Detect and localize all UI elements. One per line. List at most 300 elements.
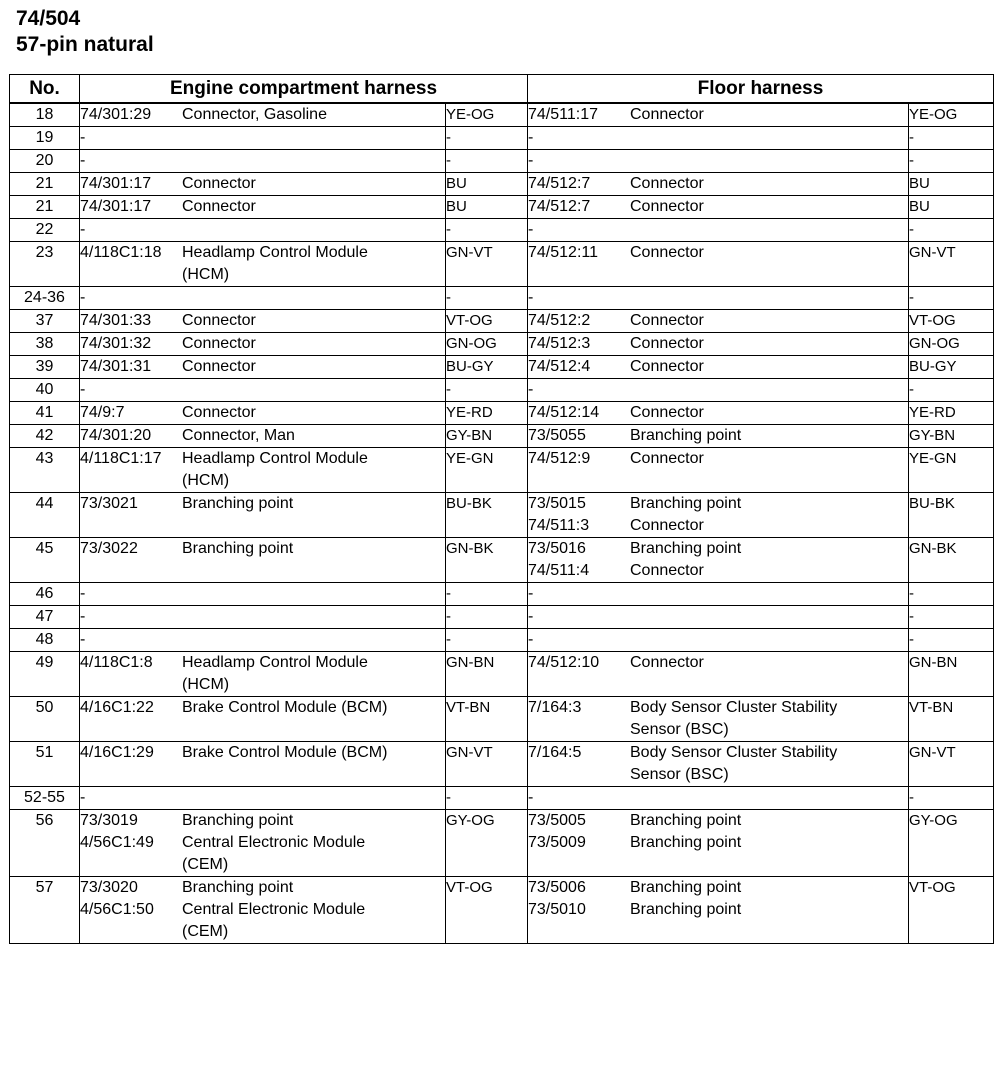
floor-connector-id: 74/511:3	[528, 517, 590, 534]
engine-harness-cell	[80, 697, 446, 742]
floor-entry-line	[528, 697, 908, 719]
engine-entry-line	[80, 899, 445, 921]
table-row	[10, 173, 994, 196]
floor-entry-line	[528, 310, 908, 332]
floor-connector-id: -	[528, 221, 534, 238]
engine-wire-color: GY-OG	[446, 810, 528, 877]
engine-description: Branching point	[182, 879, 294, 896]
floor-harness-cell	[528, 173, 909, 196]
floor-connector-id: 74/512:3	[528, 335, 591, 352]
floor-entry-line	[528, 379, 908, 401]
floor-description: Connector	[630, 244, 704, 261]
table-body	[10, 103, 994, 944]
engine-wire-color: GY-BN	[446, 425, 528, 448]
table-row	[10, 219, 994, 242]
floor-wire-color: VT-OG	[909, 310, 994, 333]
floor-harness-cell	[528, 742, 909, 787]
floor-entry-line	[528, 127, 908, 149]
floor-harness-cell	[528, 287, 909, 310]
engine-connector-id: -	[80, 221, 86, 238]
pin-number: 21	[10, 196, 80, 219]
table-row	[10, 538, 994, 583]
floor-harness-cell	[528, 150, 909, 173]
engine-entry-line	[80, 379, 445, 401]
floor-harness-cell	[528, 652, 909, 697]
floor-connector-id: 74/512:2	[528, 312, 591, 329]
pin-number: 45	[10, 538, 80, 583]
pin-number: 18	[10, 103, 80, 127]
floor-wire-color: -	[909, 127, 994, 150]
engine-harness-cell	[80, 196, 446, 219]
floor-connector-id: 73/5015	[528, 495, 586, 512]
engine-description: (CEM)	[182, 856, 229, 873]
table-row	[10, 310, 994, 333]
engine-entry-line	[80, 264, 445, 286]
engine-entry-line	[80, 104, 445, 126]
floor-wire-color: VT-BN	[909, 697, 994, 742]
engine-description: Central Electronic Module	[182, 901, 366, 918]
engine-entry-line	[80, 333, 445, 355]
engine-connector-id: 73/3020	[80, 879, 138, 896]
pin-table	[9, 74, 994, 944]
engine-wire-color: -	[446, 787, 528, 810]
floor-harness-cell	[528, 877, 909, 944]
floor-harness-cell	[528, 810, 909, 877]
engine-connector-id	[80, 470, 182, 492]
floor-connector-id: 73/5005	[528, 812, 586, 829]
engine-harness-cell	[80, 356, 446, 379]
table-row	[10, 493, 994, 538]
floor-wire-color: YE-RD	[909, 402, 994, 425]
engine-entry-line	[80, 356, 445, 378]
floor-harness-cell	[528, 356, 909, 379]
engine-harness-cell	[80, 787, 446, 810]
engine-description: Brake Control Module (BCM)	[182, 699, 388, 716]
engine-wire-color: -	[446, 150, 528, 173]
floor-connector-id: 74/511:4	[528, 562, 590, 579]
floor-connector-id: -	[528, 381, 534, 398]
engine-harness-cell	[80, 448, 446, 493]
floor-connector-id	[528, 719, 630, 741]
floor-entry-line	[528, 242, 908, 264]
engine-entry-line	[80, 493, 445, 515]
engine-harness-cell	[80, 219, 446, 242]
header-block	[16, 6, 154, 58]
table-row	[10, 356, 994, 379]
engine-entry-line	[80, 832, 445, 854]
pin-number: 56	[10, 810, 80, 877]
pin-number: 40	[10, 379, 80, 402]
floor-connector-id: 74/512:4	[528, 358, 591, 375]
engine-connector-id: 74/301:33	[80, 312, 152, 329]
floor-connector-id: 74/512:7	[528, 175, 591, 192]
engine-wire-color: BU	[446, 173, 528, 196]
engine-entry-line	[80, 674, 445, 696]
engine-wire-color: GN-OG	[446, 333, 528, 356]
engine-harness-cell	[80, 493, 446, 538]
engine-wire-color: BU-GY	[446, 356, 528, 379]
floor-harness-cell	[528, 127, 909, 150]
engine-entry-line	[80, 629, 445, 651]
engine-harness-cell	[80, 629, 446, 652]
table-row	[10, 448, 994, 493]
engine-entry-line	[80, 425, 445, 447]
floor-entry-line	[528, 333, 908, 355]
table-row	[10, 629, 994, 652]
engine-connector-id: 74/301:32	[80, 335, 152, 352]
engine-description: (HCM)	[182, 676, 230, 693]
engine-description: Connector	[182, 198, 256, 215]
engine-description: Connector	[182, 404, 256, 421]
engine-description: Central Electronic Module	[182, 834, 366, 851]
floor-harness-cell	[528, 310, 909, 333]
engine-wire-color: -	[446, 629, 528, 652]
pin-number: 51	[10, 742, 80, 787]
floor-description: Body Sensor Cluster Stability	[630, 744, 838, 761]
engine-connector-id: 4/16C1:29	[80, 744, 154, 761]
engine-connector-id: -	[80, 381, 86, 398]
pin-number: 44	[10, 493, 80, 538]
floor-harness-cell	[528, 697, 909, 742]
floor-harness-cell	[528, 629, 909, 652]
engine-wire-color: YE-GN	[446, 448, 528, 493]
engine-harness-cell	[80, 425, 446, 448]
floor-entry-line	[528, 448, 908, 470]
floor-description: Branching point	[630, 901, 742, 918]
table-row	[10, 127, 994, 150]
engine-connector-id	[80, 854, 182, 876]
floor-entry-line	[528, 493, 908, 515]
table-header-row	[10, 75, 994, 104]
floor-description: Branching point	[630, 427, 742, 444]
pin-number: 19	[10, 127, 80, 150]
engine-connector-id	[80, 674, 182, 696]
pin-number: 41	[10, 402, 80, 425]
document-subtitle: 57-pin natural	[16, 33, 154, 56]
floor-connector-id: 74/512:7	[528, 198, 591, 215]
engine-harness-cell	[80, 103, 446, 127]
pin-number: 39	[10, 356, 80, 379]
floor-entry-line	[528, 538, 908, 560]
floor-harness-cell	[528, 242, 909, 287]
engine-description: (CEM)	[182, 923, 229, 940]
floor-description: Connector	[630, 654, 704, 671]
engine-description: Connector, Gasoline	[182, 106, 327, 123]
engine-wire-color: GN-BN	[446, 652, 528, 697]
table-row	[10, 287, 994, 310]
floor-wire-color: GN-OG	[909, 333, 994, 356]
floor-description: Branching point	[630, 812, 742, 829]
engine-connector-id	[80, 921, 182, 943]
engine-entry-line	[80, 196, 445, 218]
floor-wire-color: -	[909, 629, 994, 652]
floor-connector-id: -	[528, 152, 534, 169]
engine-entry-line	[80, 697, 445, 719]
floor-wire-color: GN-VT	[909, 742, 994, 787]
floor-harness-cell	[528, 583, 909, 606]
engine-entry-line	[80, 810, 445, 832]
engine-wire-color: GN-BK	[446, 538, 528, 583]
floor-description: Connector	[630, 106, 704, 123]
engine-entry-line	[80, 583, 445, 605]
floor-entry-line	[528, 606, 908, 628]
engine-entry-line	[80, 127, 445, 149]
floor-description: Branching point	[630, 495, 742, 512]
floor-description: Branching point	[630, 834, 742, 851]
engine-wire-color: VT-BN	[446, 697, 528, 742]
engine-connector-id: -	[80, 631, 86, 648]
pin-number: 48	[10, 629, 80, 652]
floor-wire-color: BU	[909, 173, 994, 196]
engine-wire-color: YE-OG	[446, 103, 528, 127]
floor-description: Connector	[630, 404, 704, 421]
floor-harness-cell	[528, 402, 909, 425]
engine-entry-line	[80, 854, 445, 876]
pin-number: 21	[10, 173, 80, 196]
engine-connector-id: 74/301:29	[80, 106, 152, 123]
engine-connector-id: 73/3022	[80, 540, 138, 557]
floor-entry-line	[528, 219, 908, 241]
engine-entry-line	[80, 470, 445, 492]
floor-harness-cell	[528, 219, 909, 242]
pin-number: 47	[10, 606, 80, 629]
pin-number: 24-36	[10, 287, 80, 310]
floor-connector-id: 74/512:11	[528, 244, 598, 261]
floor-description: Connector	[630, 175, 704, 192]
floor-description: Branching point	[630, 879, 742, 896]
floor-harness-cell	[528, 493, 909, 538]
floor-connector-id: -	[528, 289, 534, 306]
floor-entry-line	[528, 150, 908, 172]
floor-description: Connector	[630, 312, 704, 329]
floor-entry-line	[528, 425, 908, 447]
engine-description: (HCM)	[182, 472, 230, 489]
engine-wire-color: -	[446, 583, 528, 606]
engine-harness-cell	[80, 810, 446, 877]
floor-entry-line	[528, 719, 908, 741]
header-no: No.	[10, 75, 80, 104]
engine-connector-id: 74/301:17	[80, 175, 152, 192]
floor-entry-line	[528, 764, 908, 786]
engine-entry-line	[80, 219, 445, 241]
floor-connector-id: 7/164:5	[528, 744, 582, 761]
engine-connector-id: -	[80, 608, 86, 625]
floor-entry-line	[528, 810, 908, 832]
engine-harness-cell	[80, 287, 446, 310]
floor-description: Connector	[630, 335, 704, 352]
floor-wire-color: YE-GN	[909, 448, 994, 493]
engine-harness-cell	[80, 742, 446, 787]
table-row	[10, 402, 994, 425]
floor-entry-line	[528, 402, 908, 424]
floor-entry-line	[528, 104, 908, 126]
floor-wire-color: BU	[909, 196, 994, 219]
engine-harness-cell	[80, 127, 446, 150]
table-row	[10, 150, 994, 173]
floor-wire-color: -	[909, 606, 994, 629]
engine-description: Headlamp Control Module	[182, 450, 368, 467]
floor-entry-line	[528, 173, 908, 195]
floor-entry-line	[528, 583, 908, 605]
engine-connector-id: 73/3019	[80, 812, 138, 829]
pin-number: 37	[10, 310, 80, 333]
floor-wire-color: -	[909, 787, 994, 810]
floor-connector-id: 73/5010	[528, 901, 586, 918]
floor-description: Body Sensor Cluster Stability	[630, 699, 838, 716]
header-floor-harness: Floor harness	[528, 75, 994, 104]
engine-connector-id: 4/118C1:17	[80, 450, 162, 467]
engine-harness-cell	[80, 173, 446, 196]
floor-connector-id: 74/512:9	[528, 450, 591, 467]
floor-wire-color: YE-OG	[909, 103, 994, 127]
engine-description: Brake Control Module (BCM)	[182, 744, 388, 761]
engine-harness-cell	[80, 877, 446, 944]
floor-harness-cell	[528, 196, 909, 219]
floor-connector-id: 73/5006	[528, 879, 586, 896]
floor-entry-line	[528, 515, 908, 537]
floor-wire-color: BU-GY	[909, 356, 994, 379]
engine-harness-cell	[80, 538, 446, 583]
pin-number: 38	[10, 333, 80, 356]
floor-connector-id: -	[528, 585, 534, 602]
floor-description: Connector	[630, 358, 704, 375]
engine-entry-line	[80, 742, 445, 764]
header-engine-harness: Engine compartment harness	[80, 75, 528, 104]
engine-wire-color: -	[446, 606, 528, 629]
floor-description: Connector	[630, 517, 704, 534]
engine-description: Connector	[182, 335, 256, 352]
engine-entry-line	[80, 921, 445, 943]
engine-harness-cell	[80, 606, 446, 629]
engine-entry-line	[80, 150, 445, 172]
engine-entry-line	[80, 173, 445, 195]
engine-wire-color: BU-BK	[446, 493, 528, 538]
engine-connector-id: 4/56C1:49	[80, 834, 154, 851]
floor-connector-id: -	[528, 631, 534, 648]
engine-description: Connector	[182, 312, 256, 329]
engine-connector-id: -	[80, 789, 86, 806]
floor-wire-color: BU-BK	[909, 493, 994, 538]
floor-description: Connector	[630, 198, 704, 215]
pin-number: 23	[10, 242, 80, 287]
engine-connector-id: 74/301:17	[80, 198, 152, 215]
table-row	[10, 379, 994, 402]
floor-description: Connector	[630, 562, 704, 579]
pin-number: 52-55	[10, 787, 80, 810]
engine-entry-line	[80, 242, 445, 264]
engine-entry-line	[80, 652, 445, 674]
floor-wire-color: GN-VT	[909, 242, 994, 287]
floor-entry-line	[528, 877, 908, 899]
engine-description: Connector, Man	[182, 427, 295, 444]
engine-description: (HCM)	[182, 266, 230, 283]
engine-description: Headlamp Control Module	[182, 244, 368, 261]
engine-connector-id: -	[80, 585, 86, 602]
table-row	[10, 652, 994, 697]
engine-wire-color: -	[446, 127, 528, 150]
engine-description: Headlamp Control Module	[182, 654, 368, 671]
engine-description: Connector	[182, 175, 256, 192]
pin-number: 57	[10, 877, 80, 944]
floor-entry-line	[528, 356, 908, 378]
floor-description: Connector	[630, 450, 704, 467]
engine-wire-color: YE-RD	[446, 402, 528, 425]
floor-harness-cell	[528, 538, 909, 583]
table-row	[10, 877, 994, 944]
table-row	[10, 103, 994, 127]
floor-connector-id: 73/5009	[528, 834, 586, 851]
floor-description: Branching point	[630, 540, 742, 557]
floor-connector-id	[528, 764, 630, 786]
floor-wire-color: GN-BN	[909, 652, 994, 697]
document-title: 74/504	[16, 7, 81, 30]
engine-harness-cell	[80, 402, 446, 425]
floor-entry-line	[528, 560, 908, 582]
floor-description: Sensor (BSC)	[630, 721, 729, 738]
floor-wire-color: -	[909, 379, 994, 402]
table-row	[10, 787, 994, 810]
engine-wire-color: -	[446, 219, 528, 242]
floor-entry-line	[528, 196, 908, 218]
floor-wire-color: -	[909, 287, 994, 310]
floor-entry-line	[528, 742, 908, 764]
table-row	[10, 606, 994, 629]
floor-harness-cell	[528, 787, 909, 810]
floor-entry-line	[528, 787, 908, 809]
engine-wire-color: BU	[446, 196, 528, 219]
engine-entry-line	[80, 538, 445, 560]
floor-entry-line	[528, 629, 908, 651]
pin-number: 42	[10, 425, 80, 448]
pin-number: 22	[10, 219, 80, 242]
engine-entry-line	[80, 287, 445, 309]
engine-connector-id: -	[80, 129, 86, 146]
engine-entry-line	[80, 787, 445, 809]
table-row	[10, 242, 994, 287]
pin-number: 43	[10, 448, 80, 493]
engine-harness-cell	[80, 310, 446, 333]
engine-harness-cell	[80, 242, 446, 287]
table-row	[10, 697, 994, 742]
pin-number: 46	[10, 583, 80, 606]
engine-entry-line	[80, 448, 445, 470]
pin-number: 20	[10, 150, 80, 173]
engine-entry-line	[80, 310, 445, 332]
engine-description: Branching point	[182, 495, 294, 512]
engine-wire-color: VT-OG	[446, 310, 528, 333]
engine-harness-cell	[80, 583, 446, 606]
table-row	[10, 425, 994, 448]
engine-connector-id: -	[80, 289, 86, 306]
floor-wire-color: -	[909, 219, 994, 242]
engine-connector-id: 4/118C1:18	[80, 244, 162, 261]
engine-connector-id: 4/16C1:22	[80, 699, 154, 716]
table-row	[10, 196, 994, 219]
floor-wire-color: GN-BK	[909, 538, 994, 583]
floor-entry-line	[528, 832, 908, 854]
floor-connector-id: 74/512:14	[528, 404, 600, 421]
floor-entry-line	[528, 899, 908, 921]
engine-connector-id: 73/3021	[80, 495, 138, 512]
floor-entry-line	[528, 652, 908, 674]
engine-harness-cell	[80, 379, 446, 402]
table-row	[10, 810, 994, 877]
engine-harness-cell	[80, 333, 446, 356]
engine-wire-color: GN-VT	[446, 242, 528, 287]
table-row	[10, 583, 994, 606]
engine-wire-color: -	[446, 287, 528, 310]
floor-wire-color: VT-OG	[909, 877, 994, 944]
